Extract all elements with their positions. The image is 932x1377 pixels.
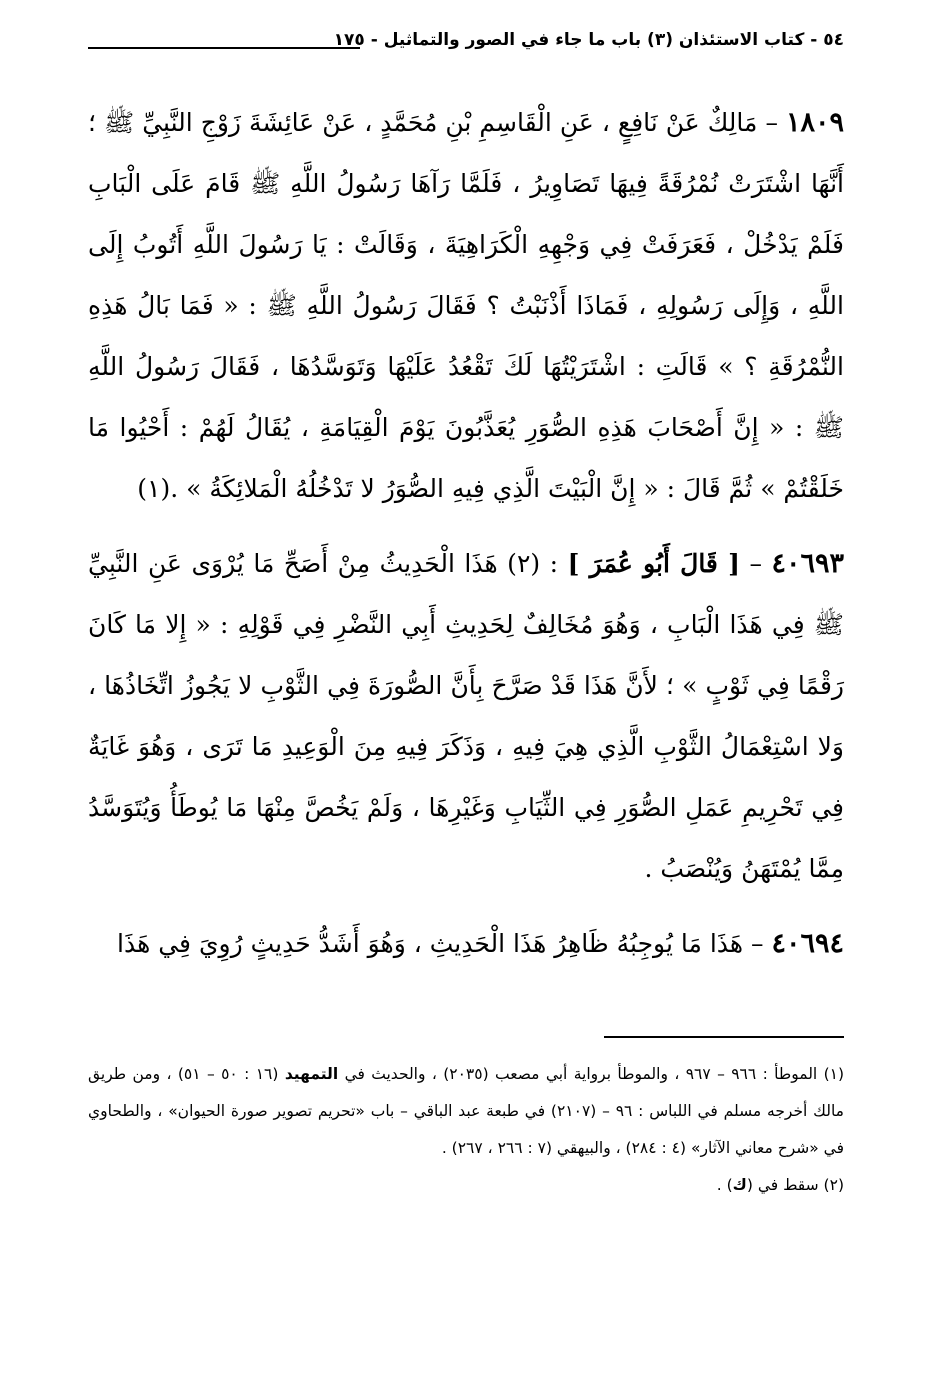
footnote-text: (٢) سقط في ( [746, 1176, 844, 1194]
paragraph-number: ١٨٠٩ [785, 107, 844, 138]
footnote-1 [88, 1056, 844, 1167]
commentary-paragraph [88, 913, 844, 974]
running-head: ٥٤ - كتاب الاستئذان (٣) باب ما جاء في الصور والتماثيل - ١٧٥ [333, 30, 844, 50]
footnote-text: (١) الموطأ : ٩٦٦ – ٩٦٧ ، والموطأ برواية أبي مصعب (٢٠٣٥) ، والحديث في [338, 1065, 845, 1083]
hadith-paragraph [88, 92, 844, 519]
commentary-paragraph [88, 533, 844, 899]
paragraph-number: ٤٠٦٩٣ [771, 548, 845, 579]
paragraph-number: ٤٠٦٩٤ [771, 928, 844, 959]
footnote-2 [88, 1167, 844, 1204]
footnote-bold: ك [732, 1176, 747, 1194]
footnote-separator [604, 1036, 844, 1038]
speaker-label: [ قَالَ أَبُو عُمَرَ ] [567, 549, 740, 578]
header-rule [88, 47, 360, 49]
paragraph-text: : (٢) هَذَا الْحَدِيثُ مِنْ أَصَحِّ مَا يُرْوَى عَنِ النَّبِيِّ ﷺ فِي هَذَا الْبَابِ ، وَهُوَ مُخَالِفٌ لِحَدِيثِ أَبِي النَّضْرِ فِي قَوْلِهِ : « إِلا مَا كَانَ رَقْمًا فِي ثَوْبٍ » ؛ لأَنَّ هَذَا قَدْ صَرَّحَ بِأَنَّ الصُّورَةَ فِي الثَّوْبِ لا يَجُوزُ اتِّخَاذُهَا ، وَلا اسْتِعْمَالُ الثَّوْبِ الَّذِي هِيَ فِيهِ ، وَذَكَرَ فِيهِ مِنَ الْوَعِيدِ مَا تَرَى ، وَهُوَ غَايَةٌ فِي تَحْرِيمِ عَمَلِ الصُّوَرِ فِي الثِّيَابِ وَغَيْرِهَا ، وَلَمْ يَخُصَّ مِنْهَا مَا يُوطَأُ وَيُتَوَسَّدُ مِمَّا يُمْتَهَنُ وَيُنْصَبُ . [88, 549, 844, 883]
footnote-text: (١٦ : ٥٠ – ٥١) ، ومن طريق مالك أخرجه مسلم في اللباس : ٩٦ – (٢١٠٧) في طبعة عبد الباقي – باب «تحريم تصوير صورة الحيوان» ، والطحاوي في «شرح معاني الآثار» (٤ : ٢٨٤) ، والبيهقي (٧ : ٢٦٦ ، ٢٦٧) . [88, 1065, 844, 1157]
footnote-bold: التمهيد [284, 1065, 339, 1083]
main-text [88, 92, 844, 988]
paragraph-dash: – [757, 108, 786, 137]
paragraph-dash: – [739, 549, 772, 578]
page-header [88, 30, 844, 64]
footnotes [88, 1056, 844, 1204]
footnote-text: ) . [716, 1176, 733, 1194]
paragraph-text: هَذَا مَا يُوجِبُهُ ظَاهِرُ هَذَا الْحَدِيثِ ، وَهُوَ أَشَدُّ حَدِيثٍ رُوِيَ فِي هَذَا [117, 929, 744, 958]
paragraph-text: مَالِكٌ عَنْ نَافِعٍ ، عَنِ الْقَاسِمِ بْنِ مُحَمَّدٍ ، عَنْ عَائِشَةَ زَوْجِ النَّبِيِّ ﷺ ؛ أَنَّهَا اشْتَرَتْ نُمْرُقَةً فِيهَا تَصَاوِيرُ ، فَلَمَّا رَآهَا رَسُولُ اللَّهِ ﷺ قَامَ عَلَى الْبَابِ فَلَمْ يَدْخُلْ ، فَعَرَفَتْ فِي وَجْهِهِ الْكَرَاهِيَةَ ، وَقَالَتْ : يَا رَسُولَ اللَّهِ أَتُوبُ إِلَى اللَّهِ ، وَإِلَى رَسُولِهِ ، فَمَاذَا أَذْنَبْتُ ؟ فَقَالَ رَسُولُ اللَّهِ ﷺ : « فَمَا بَالُ هَذِهِ النُّمْرُقَةِ ؟ » قَالَتِ : اشْتَرَيْتُهَا لَكَ تَقْعُدُ عَلَيْهَا وَتَوَسَّدُهَا ، فَقَالَ رَسُولُ اللَّهِ ﷺ : « إِنَّ أَصْحَابَ هَذِهِ الصُّوَرِ يُعَذَّبُونَ يَوْمَ الْقِيَامَةِ ، يُقَالُ لَهُمْ : أَحْيُوا مَا خَلَقْتُمْ » ثُمَّ قَالَ : « إِنَّ الْبَيْتَ الَّذِي فِيهِ الصُّوَرُ لا تَدْخُلُهُ الْمَلائِكَةُ » .(١) [88, 108, 844, 503]
paragraph-dash: – [743, 929, 772, 958]
